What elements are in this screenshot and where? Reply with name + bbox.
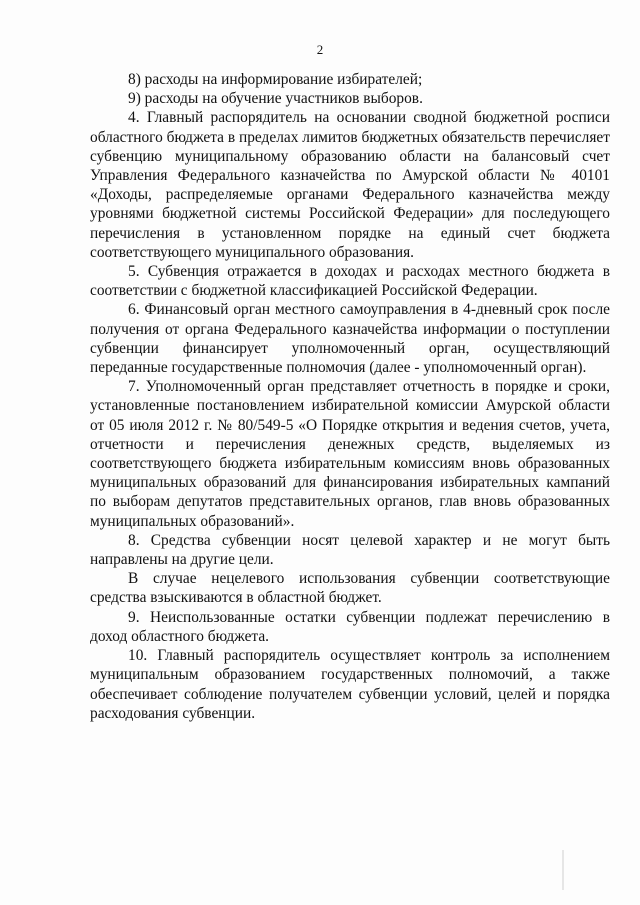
page-number: 2 bbox=[316, 42, 324, 57]
paragraph-10: 10. Главный распорядитель осуществляет контроль за исполнением муниципальным образованием государственных полномочий, а также обеспечивает соблюдение получателем субвенции условий, целей и порядка расходования субвенции. bbox=[90, 647, 610, 722]
paragraph-9: 9. Неиспользованные остатки субвенции подлежат перечислению в доход областного бюджета. bbox=[90, 608, 610, 645]
paragraph-4: 4. Главный распорядитель на основании сводной бюджетной росписи областного бюджета в пределах лимитов бюджетных обязательств перечисляет субвенцию муниципальному образованию области на балансовый счет Управления Федерального казначейства по Амурской области № 40101 «Доходы, распределяемые органами Федерального казначейства между уровнями бюджетной системы Российской Федерации» для последующего перечисления в установленном порядке на единый счет бюджета соответствующего муниципального образования. bbox=[90, 109, 610, 261]
paragraph-item-9: 9) расходы на обучение участников выборов. bbox=[128, 90, 423, 108]
paragraph-5: 5. Субвенция отражается в доходах и расходах местного бюджета в соответствии с бюджетной классификацией Российской Федерации. bbox=[90, 263, 610, 300]
paragraph-7: 7. Уполномоченный орган представляет отчетность в порядке и сроки, установленные постановлением избирательной комиссии Амурской области от 05 июля 2012 г. № 80/549-5 «О Порядке открытия и ведения счетов, учета, отчетности и перечисления денежных средств, выделяемых из соответствующего бюджета избирательным комиссиям вновь образованных муниципальных образований для финансирования избирательных кампаний по выборам депутатов представительных органов, глав вновь образованных муниципальных образований». bbox=[90, 378, 610, 530]
paragraph-8: 8. Средства субвенции носят целевой характер и не могут быть направлены на другие цели. bbox=[90, 531, 610, 569]
scan-speck bbox=[562, 850, 564, 890]
paragraph-item-8: 8) расходы на информирование избирателей; bbox=[128, 71, 423, 88]
document-body bbox=[90, 70, 610, 723]
paragraph-6: 6. Финансовый орган местного самоуправления в 4-дневный срок после получения от органа Федерального казначейства информации о поступлении субвенции финансирует уполномоченный орган, осуществляющий переданные государственные полномочия (далее - уполномоченный орган). bbox=[90, 301, 610, 377]
paragraph-8-misuse: В случае нецелевого использования субвенции соответствующие средства взыскиваются в областной бюджет. bbox=[90, 570, 610, 607]
